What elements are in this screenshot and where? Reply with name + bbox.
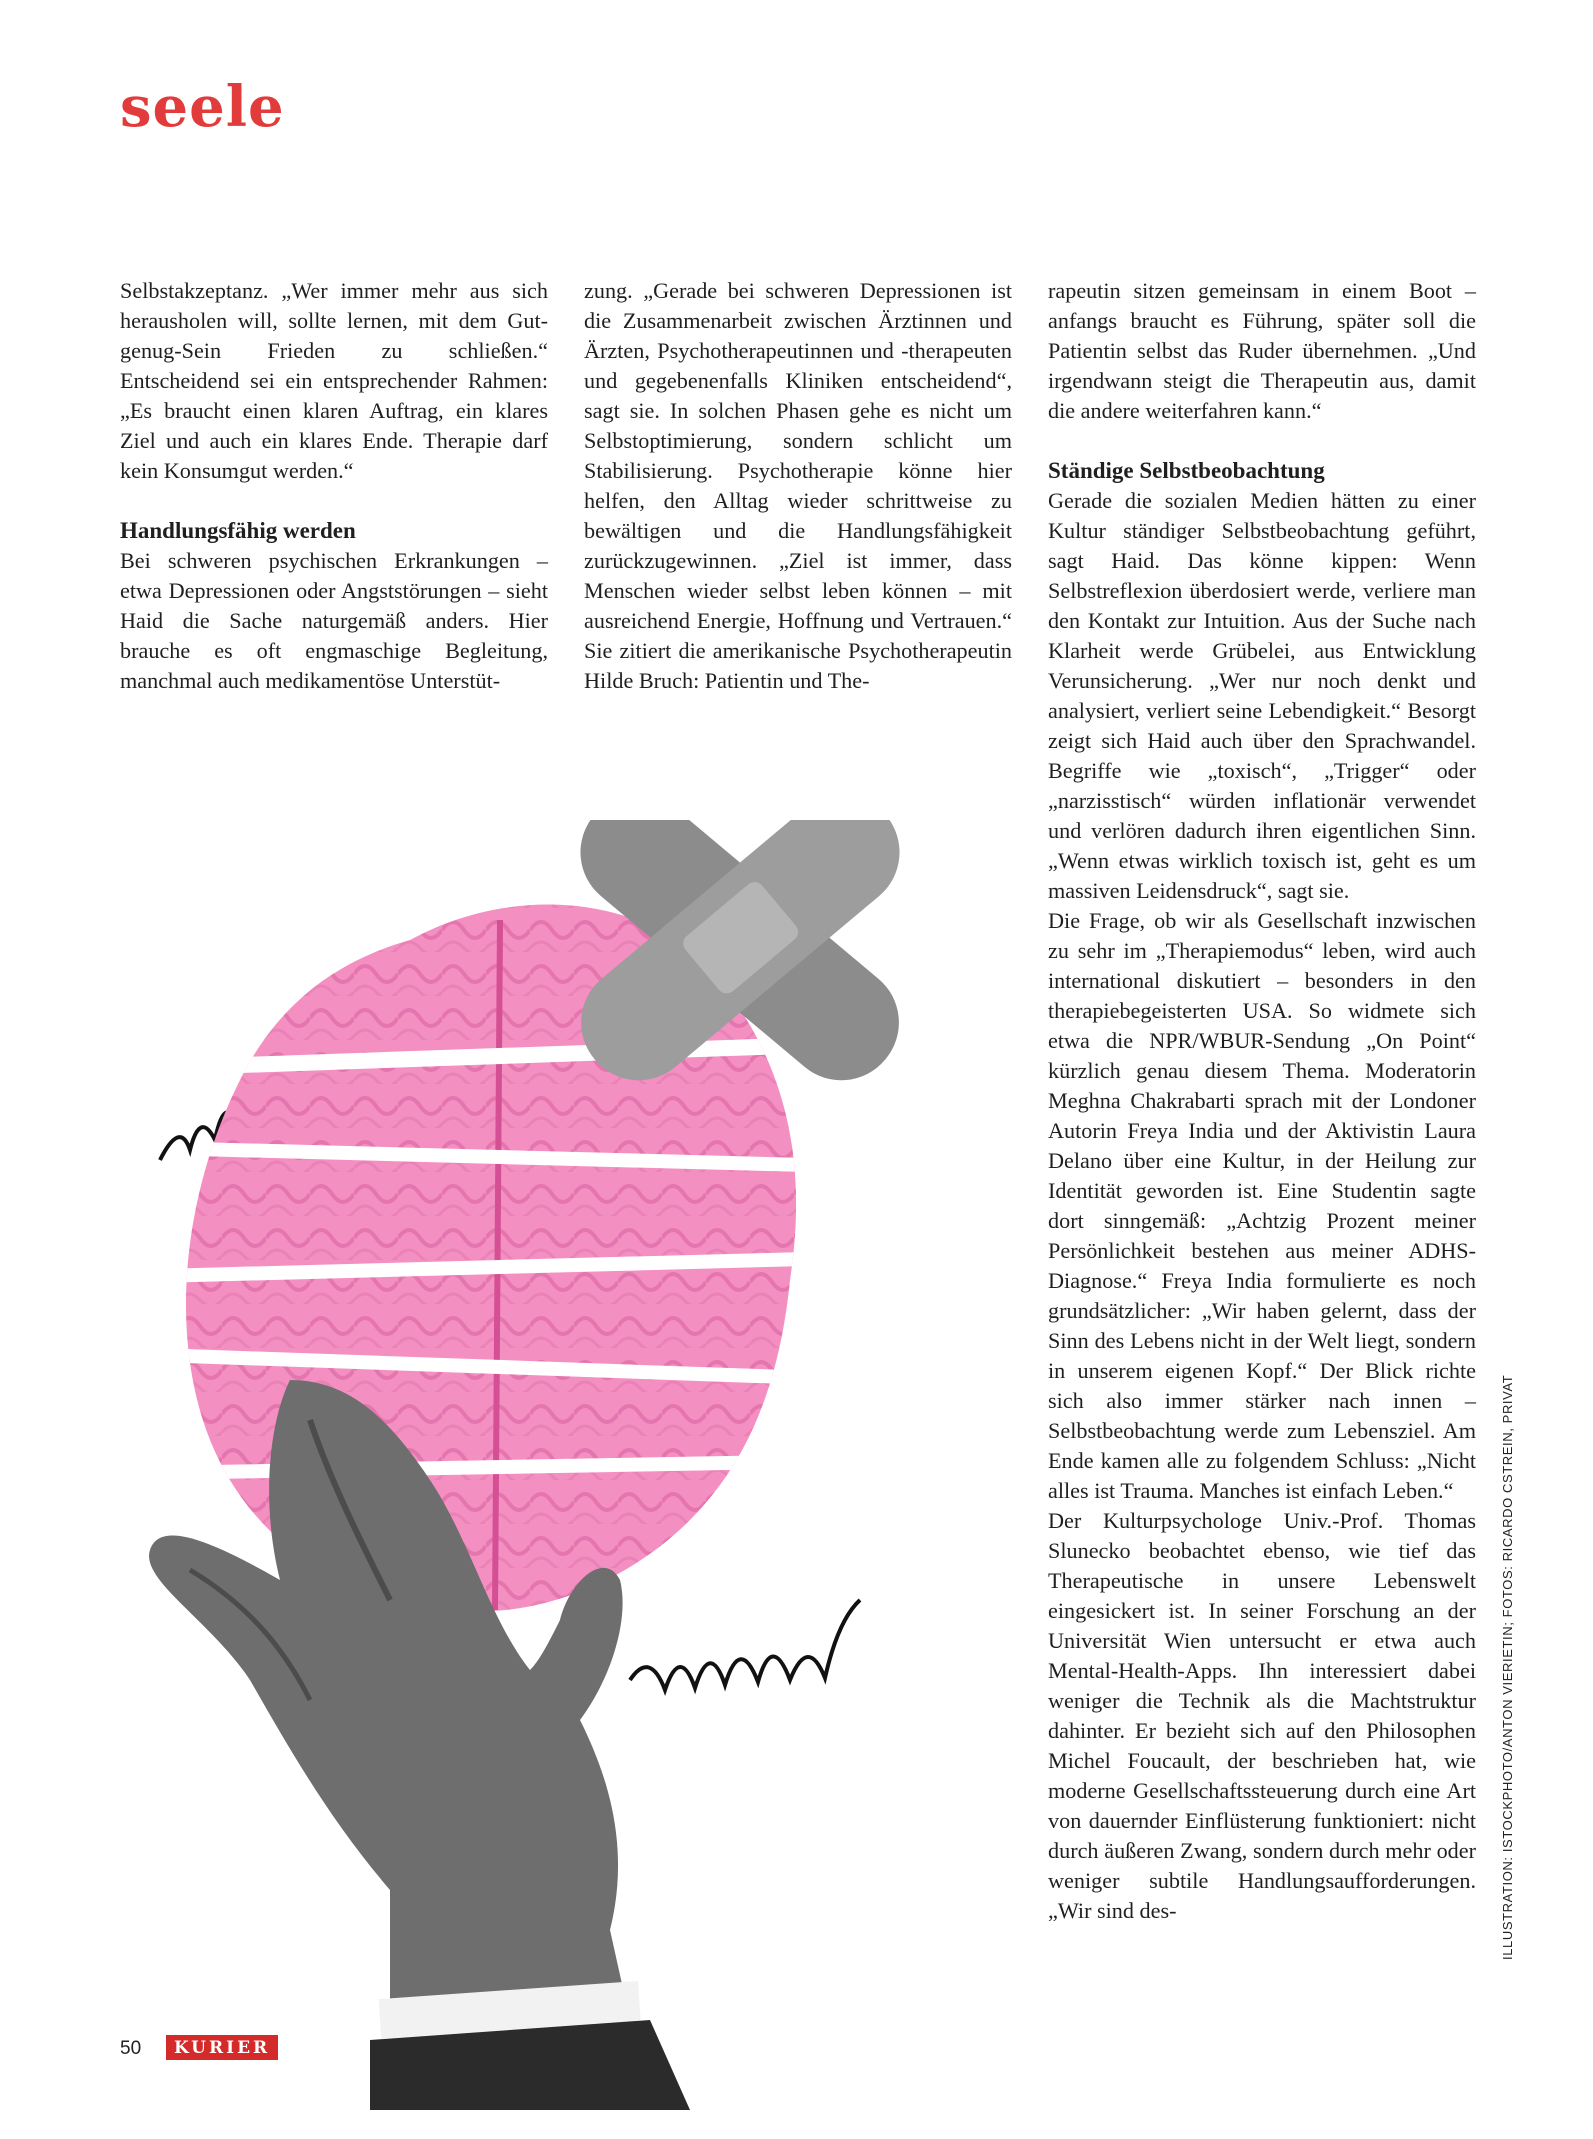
scribble [630, 1600, 860, 1690]
article-column-2 [584, 276, 1012, 696]
paragraph: Die Frage, ob wir als Gesellschaft inzwischen zu sehr im „Therapiemodus“ leben, wird auch international diskutiert – besonders in den therapiebegeisterten USA. So widmete sich etwa die NPR/WBUR-Sendung „On Point“ kürzlich genau diesem Thema. Moderatorin Meghna Chakrabarti sprach mit der Londoner Autorin Freya India und der Aktivistin Laura Delano über eine Kultur, in der Heilung zur Identität geworden ist. Eine Studentin sagte dort sinngemäß: „Achtzig Prozent meiner Persönlichkeit bestehen aus meiner ADHS-Diagnose.“ Freya India formulierte es noch grundsätzlicher: „Wir haben gelernt, dass der Sinn des Lebens nicht in der Welt liegt, sondern in unserem eigenen Kopf.“ Der Blick richte sich also immer stärker nach innen – Selbstbeobachtung werde zum Lebensziel. Am Ende kamen alle zu folgendem Schluss: „Nicht alles ist Trauma. Manches ist einfach Leben.“ [1048, 908, 1476, 1503]
photo-credit: ILLUSTRATION: ISTOCKPHOTO/ANTON VIERIETIN; FOTOS: RICARDO CSTREIN, PRIVAT [1500, 1374, 1515, 1960]
paragraph: Bei schweren psychischen Erkrankungen – etwa Depressionen oder Angststörungen – sieht Haid die Sache naturgemäß anders. Hier brauche es oft engmaschige Begleitung, manchmal auch medikamentöse Unterstüt- [120, 548, 548, 693]
illustration [90, 820, 1010, 2110]
paragraph: zung. „Gerade bei schweren Depressionen ist die Zusammenarbeit zwischen Ärztinnen und Ärzten, Psychotherapeutinnen und -therapeuten und gegebenenfalls Kliniken entscheidend“, sagt sie. In solchen Phasen gehe es nicht um Selbstoptimierung, sondern schlicht um Stabilisierung. Psychotherapie könne hier helfen, den Alltag wieder schrittweise zu bewältigen und die Handlungsfähigkeit zurückzugewinnen. „Ziel ist immer, dass Menschen wieder selbst leben können – mit ausreichend Energie, Hoffnung und Vertrauen.“ Sie zitiert die amerikanische Psychotherapeutin Hilde Bruch: Patientin und The- [584, 278, 1012, 693]
article-column-3 [1048, 276, 1476, 1926]
paragraph: Der Kulturpsychologe Univ.-Prof. Thomas Slunecko beobachtet ebenso, wie tief das Therapeutische in unsere Lebenswelt eingesickert ist. In seiner Forschung an der Universität Wien untersucht er etwa auch Mental-Health-Apps. Ihn interessiert dabei weniger die Technik als die Machtstruktur dahinter. Er bezieht sich auf den Philosophen Michel Foucault, der beschrieben hat, wie moderne Gesellschaftssteuerung durch eine Art von dauernder Einflüsterung funktioniert: nicht durch äußeren Zwang, sondern durch mehr oder weniger subtile Handlungsaufforderungen. „Wir sind des- [1048, 1508, 1476, 1923]
section-title: seele [120, 74, 285, 140]
paragraph: Gerade die sozialen Medien hätten zu einer Kultur ständiger Selbstbeobachtung geführt, sagt Haid. Das könne kippen: Wenn Selbstreflexion überdosiert werde, verliere man den Kontakt zur Intuition. Aus der Suche nach Klarheit werde Grübelei, aus Entwicklung Verunsicherung. „Wer nur noch denkt und analysiert, verliert seine Lebendigkeit.“ Besorgt zeigt sich Haid auch über den Sprachwandel. Begriffe wie „toxisch“, „Trigger“ oder „narzisstisch“ würden inflationär verwendet und verlören dadurch ihren eigentlichen Sinn. „Wenn etwas wirklich toxisch ist, geht es um massiven Leidensdruck“, sagt sie. [1048, 488, 1476, 903]
brand-logo: KURIER [166, 2035, 278, 2060]
subheading: Handlungsfähig werden [120, 518, 356, 543]
subheading: Ständige Selbstbeobachtung [1048, 458, 1325, 483]
article-column-1 [120, 276, 548, 696]
page-number: 50 [120, 2038, 142, 2059]
paragraph: rapeutin sitzen gemeinsam in einem Boot – anfangs braucht es Führung, später soll die Patientin selbst das Ruder übernehmen. „Und irgendwann steigt die Therapeutin aus, damit die andere weiterfahren kann.“ [1048, 278, 1476, 423]
paragraph: Selbstakzeptanz. „Wer immer mehr aus sich herausholen will, sollte lernen, mit dem Gut-genug-Sein Frieden zu schließen.“ Entscheidend sei ein entsprechender Rahmen: „Es braucht einen klaren Auftrag, ein klares Ziel und auch ein klares Ende. Therapie darf kein Konsumgut werden.“ [120, 278, 548, 483]
